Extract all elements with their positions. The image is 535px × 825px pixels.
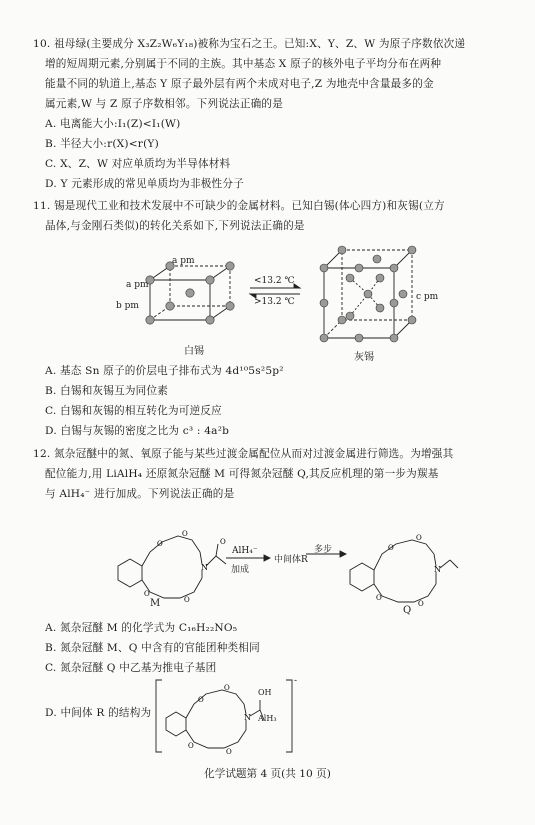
intermediate-r-structure [150, 674, 300, 758]
r-oxygen-4: O [226, 748, 232, 756]
q10-line-1: 10. 祖母绿(主要成分 X₃Z₂W₆Y₁₈)被称为宝石之王。已知:X、Y、Z、W 为原子序数依次递 [33, 38, 466, 50]
q-oxygen-2: O [416, 534, 422, 542]
m-carbonyl-oxygen: O [220, 538, 226, 546]
q12-line-3: 与 AlH₄⁻ 进行加成。下列说法正确的是 [45, 488, 235, 500]
q12-option-b: B. 氮杂冠醚 M、Q 中含有的官能团种类相同 [45, 642, 260, 654]
label-a-pm-top: a pm [172, 256, 195, 266]
q10-option-a: A. 电离能大小:I₁(Z)<I₁(W) [45, 118, 181, 130]
intermediate-label: 中间体R [274, 555, 308, 565]
r-oxygen-3: O [188, 742, 194, 750]
q10-line-2: 增的短周期元素,分别属于不同的主族。其中基态 X 原子的核外电子平均分布在两种 [45, 58, 442, 70]
q11-option-a: A. 基态 Sn 原子的价层电子排布式为 4d¹⁰5s²5p² [45, 365, 284, 377]
label-arrow-top: <13.2 ℃ [254, 276, 295, 286]
q10-option-c: C. X、Z、W 对应单质均为半导体材料 [45, 158, 231, 170]
white-tin-atoms [146, 262, 234, 324]
m-oxygen-1: O [157, 540, 163, 548]
equilibrium-arrows [250, 284, 300, 298]
r-charge-label: - [294, 676, 298, 686]
q10-option-b: B. 半径大小:r(X)<r(Y) [45, 138, 159, 150]
molecule-q [350, 540, 458, 602]
q-oxygen-3: O [376, 594, 382, 602]
q11-option-c: C. 白锡和灰锡的相互转化为可逆反应 [45, 405, 222, 417]
label-c-pm: c pm [416, 292, 439, 302]
r-oxygen-1: O [198, 696, 204, 704]
m-oxygen-2: O [182, 530, 188, 538]
q-oxygen-1: O [388, 544, 394, 552]
steps-label: 多步 [314, 545, 333, 555]
q12-option-a: A. 氮杂冠醚 M 的化学式为 C₁₆H₂₂NO₅ [45, 622, 238, 634]
label-arrow-bottom: >13.2 ℃ [254, 297, 295, 307]
reagent-label: AlH₄⁻ [232, 546, 258, 556]
q10-line-4: 属元素,W 与 Z 原子序数相邻。下列说法正确的是 [45, 98, 283, 110]
label-b-pm: b pm [116, 301, 139, 311]
r-nitrogen: N [244, 713, 251, 722]
m-oxygen-3: O [144, 590, 150, 598]
label-a-pm-left: a pm [126, 280, 149, 290]
q10-line-3: 能量不同的轨道上,基态 Y 原子最外层有两个未成对电子,Z 为地壳中含量最多的金 [45, 78, 434, 90]
molecule-m [118, 536, 226, 598]
label-gray-tin: 灰锡 [354, 352, 374, 363]
q12-option-c: C. 氮杂冠醚 Q 中乙基为推电子基团 [45, 662, 217, 674]
q-oxygen-4: O [418, 600, 424, 608]
m-oxygen-4: O [184, 596, 190, 604]
m-nitrogen: N [201, 563, 208, 572]
q11-option-b: B. 白锡和灰锡互为同位素 [45, 385, 169, 397]
q12-line-1: 12. 氮杂冠醚中的氮、氧原子能与某些过渡金属配位从而对过渡金属进行筛选。为增强其 [33, 448, 454, 460]
label-white-tin: 白锡 [184, 346, 204, 357]
q11-line-1: 11. 锡是现代工业和技术发展中不可缺少的金属材料。已知白锡(体心四方)和灰锡(立方 [33, 200, 445, 212]
q12-line-2: 配位能力,用 LiAlH₄ 还原氮杂冠醚 M 可得氮杂冠醚 Q,其反应机理的第一步为羰基 [45, 468, 439, 480]
page-footer: 化学试题第 4 页(共 10 页) [204, 768, 331, 780]
q12-option-d: D. 中间体 R 的结构为 [45, 707, 152, 719]
q11-option-d: D. 白锡与灰锡的密度之比为 c³ : 4a²b [45, 425, 230, 437]
r-alh3-label: AlH₃ [258, 714, 277, 723]
label-m: M [150, 598, 161, 609]
q11-line-2: 晶体,与金刚石类似)的转化关系如下,下列说法正确的是 [45, 220, 305, 232]
label-q: Q [403, 605, 412, 616]
condition-label: 加成 [231, 565, 250, 575]
r-oh-label: OH [258, 688, 272, 697]
q10-option-d: D. Y 元素形成的常见单质均为非极性分子 [45, 178, 244, 190]
q-nitrogen: N [434, 565, 441, 574]
r-oxygen-2: O [224, 684, 230, 692]
